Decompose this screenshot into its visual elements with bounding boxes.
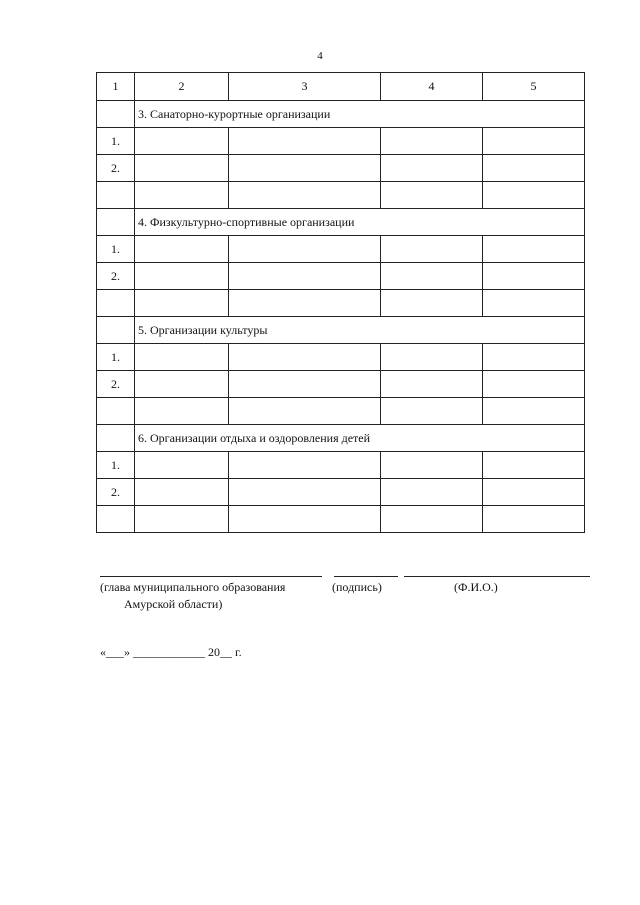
table-cell [229, 452, 381, 479]
table-cell [229, 236, 381, 263]
signature-line [334, 576, 398, 577]
table-cell [483, 479, 585, 506]
table-cell [483, 290, 585, 317]
table-cell [229, 182, 381, 209]
table-cell [483, 263, 585, 290]
section-row [97, 317, 585, 344]
table-cell [381, 263, 483, 290]
table-cell [135, 290, 229, 317]
row-number [97, 182, 135, 209]
table-cell [135, 479, 229, 506]
section-number-cell [97, 425, 135, 452]
section-title: 4. Физкультурно-спортивные организации [135, 209, 585, 236]
table-header-row [97, 73, 585, 101]
table-cell [135, 452, 229, 479]
row-number: 1. [97, 128, 135, 155]
row-number: 2. [97, 479, 135, 506]
name-line [404, 576, 590, 577]
table-row [97, 398, 585, 425]
table-cell [381, 398, 483, 425]
section-number-cell [97, 209, 135, 236]
row-number [97, 506, 135, 533]
table-cell [229, 344, 381, 371]
table-cell [381, 371, 483, 398]
table-cell [483, 344, 585, 371]
row-number: 2. [97, 371, 135, 398]
table-cell [229, 128, 381, 155]
page-number: 4 [317, 50, 323, 62]
table-row [97, 263, 585, 290]
table-cell [135, 344, 229, 371]
table-cell [483, 128, 585, 155]
row-number: 1. [97, 236, 135, 263]
table-row [97, 182, 585, 209]
signature-label: (подпись) [332, 580, 382, 594]
table-row [97, 506, 585, 533]
table-cell [381, 290, 483, 317]
date-field: «___» ____________ 20__ г. [100, 645, 242, 659]
table-cell [135, 236, 229, 263]
column-header: 2 [135, 73, 229, 101]
table-cell [381, 452, 483, 479]
table-cell [381, 155, 483, 182]
section-title: 6. Организации отдыха и оздоровления детей [135, 425, 585, 452]
table-cell [483, 371, 585, 398]
section-row [97, 425, 585, 452]
table-row [97, 479, 585, 506]
table-cell [135, 128, 229, 155]
head-label-region: Амурской области) [124, 597, 223, 611]
column-header: 3 [229, 73, 381, 101]
table-row [97, 155, 585, 182]
table-cell [229, 290, 381, 317]
table-cell [483, 182, 585, 209]
table-cell [229, 371, 381, 398]
table-cell [135, 506, 229, 533]
table-row [97, 344, 585, 371]
table-cell [135, 371, 229, 398]
table-row [97, 128, 585, 155]
head-signature-line [100, 576, 322, 577]
section-number-cell [97, 317, 135, 344]
table-cell [229, 506, 381, 533]
row-number: 2. [97, 263, 135, 290]
table-cell [135, 398, 229, 425]
row-number [97, 290, 135, 317]
table-row [97, 290, 585, 317]
section-row [97, 209, 585, 236]
table-cell [381, 182, 483, 209]
table-cell [381, 128, 483, 155]
table-cell [381, 344, 483, 371]
head-label: (глава муниципального образования [100, 580, 286, 594]
section-title: 3. Санаторно-курортные организации [135, 101, 585, 128]
table-cell [381, 506, 483, 533]
table-cell [381, 236, 483, 263]
section-row [97, 101, 585, 128]
table-cell [135, 182, 229, 209]
row-number [97, 398, 135, 425]
table-cell [229, 263, 381, 290]
row-number: 1. [97, 344, 135, 371]
row-number: 1. [97, 452, 135, 479]
table-cell [483, 506, 585, 533]
table-cell [229, 155, 381, 182]
table-row [97, 452, 585, 479]
section-title: 5. Организации культуры [135, 317, 585, 344]
table-cell [229, 479, 381, 506]
table-cell [229, 398, 381, 425]
table-row [97, 371, 585, 398]
column-header: 1 [97, 73, 135, 101]
row-number: 2. [97, 155, 135, 182]
table-cell [483, 398, 585, 425]
table-cell [381, 479, 483, 506]
table-cell [483, 155, 585, 182]
section-number-cell [97, 101, 135, 128]
table-row [97, 236, 585, 263]
name-label: (Ф.И.О.) [454, 580, 498, 594]
table-cell [483, 236, 585, 263]
table-cell [483, 452, 585, 479]
column-header: 5 [483, 73, 585, 101]
column-header: 4 [381, 73, 483, 101]
organizations-table [96, 72, 585, 533]
table-cell [135, 263, 229, 290]
table-cell [135, 155, 229, 182]
